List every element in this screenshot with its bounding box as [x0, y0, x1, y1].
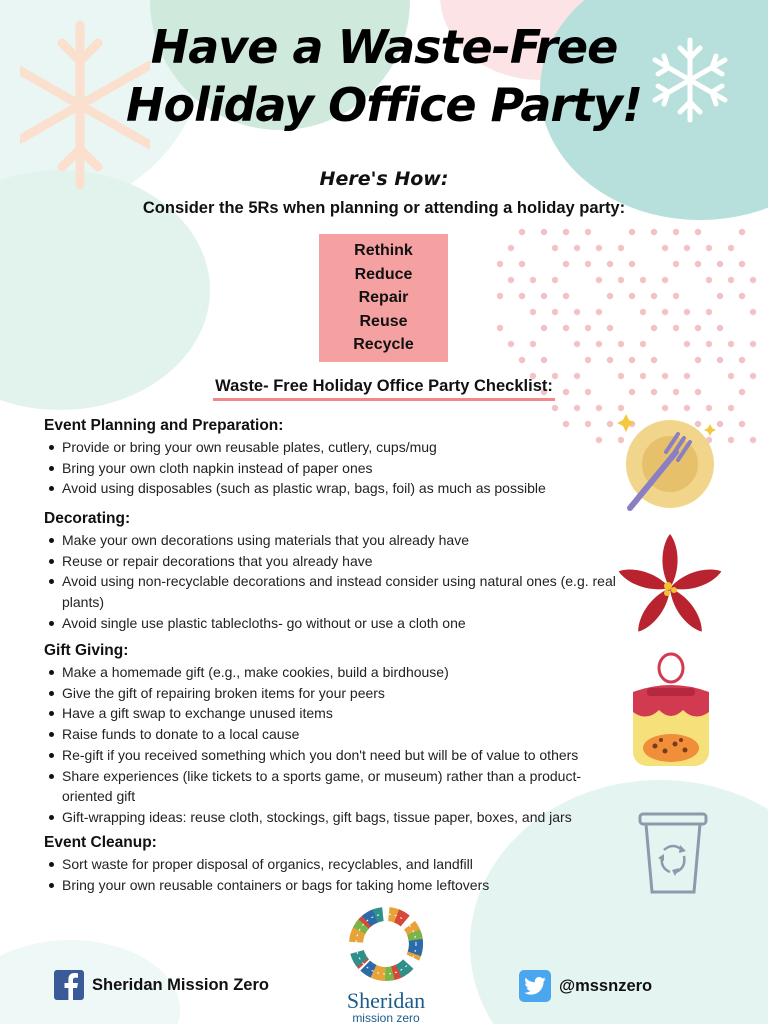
list-item: Avoid using non-recyclable decorations and instead consider using natural ones (e.g. real plants): [44, 571, 619, 612]
section-event-cleanup: [44, 833, 644, 895]
section-title: Decorating:: [44, 510, 131, 527]
subtitle: Here's How:: [319, 168, 449, 190]
intro-text: Consider the 5Rs when planning or attending a holiday party:: [142, 199, 626, 217]
facebook-label: Sheridan Mission Zero: [92, 975, 269, 994]
list-item: Avoid single use plastic tablecloths- go without or use a cloth one: [44, 613, 619, 634]
facebook-icon: [54, 970, 84, 1000]
checklist-title-text: Waste- Free Holiday Office Party Checklist:: [213, 377, 555, 401]
bullet-list: [44, 662, 624, 828]
list-item: Make a homemade gift (e.g., make cookies, build a birdhouse): [44, 662, 624, 683]
list-item: Have a gift swap to exchange unused items: [44, 703, 624, 724]
five-rs-box: [319, 234, 448, 362]
twitter-icon: [519, 970, 551, 1002]
list-item: Reuse or repair decorations that you already have: [44, 551, 619, 572]
list-item: Re-gift if you received something which you don't need but will be of value to others: [44, 745, 624, 766]
facebook-link[interactable]: [54, 970, 269, 1000]
list-item: Make your own decorations using materials that you already have: [44, 530, 619, 551]
plate-fork-icon: [612, 406, 724, 516]
five-rs-item: Reuse: [359, 312, 408, 330]
list-item: Gift-wrapping ideas: reuse cloth, stockings, gift bags, tissue paper, boxes, and jars: [44, 807, 624, 828]
list-item: Raise funds to donate to a local cause: [44, 724, 624, 745]
bullet-list: [44, 530, 619, 634]
page-title: [0, 18, 768, 134]
section-gift-giving: [44, 641, 624, 828]
sheridan-logo: [338, 905, 434, 1025]
section-title: Event Planning and Preparation:: [44, 417, 284, 434]
bullet-list: [44, 437, 644, 499]
bullet-list: [44, 854, 644, 895]
list-item: Provide or bring your own reusable plates, cutlery, cups/mug: [44, 437, 644, 458]
five-rs-item: Recycle: [353, 336, 414, 354]
five-rs-item: Repair: [358, 289, 409, 307]
section-decorating: [44, 509, 619, 634]
section-event-planning: [44, 416, 644, 499]
section-title: Event Cleanup:: [44, 834, 157, 851]
sheridan-wreath-logo: [346, 905, 426, 983]
twitter-label: @mssnzero: [559, 976, 653, 995]
title-line-2: Holiday Office Party!: [125, 78, 643, 132]
jam-jar-icon: [625, 652, 717, 772]
poinsettia-icon: [612, 530, 728, 640]
logo-subtitle: mission zero: [352, 1011, 420, 1025]
section-title: Gift Giving:: [44, 642, 129, 659]
list-item: Bring your own reusable containers or bags for taking home leftovers: [44, 875, 644, 896]
recycle-bin-icon: [636, 804, 712, 900]
title-line-1: Have a Waste-Free: [150, 20, 618, 74]
twitter-link[interactable]: [519, 970, 652, 1002]
five-rs-item: Reduce: [354, 265, 413, 283]
list-item: Share experiences (like tickets to a sports game, or museum) rather than a product-oriented gift: [44, 766, 624, 807]
logo-wordmark: Sheridan: [346, 988, 426, 1013]
five-rs-item: Rethink: [354, 242, 413, 260]
checklist-title: [0, 377, 768, 401]
list-item: Sort waste for proper disposal of organics, recyclables, and landfill: [44, 854, 644, 875]
list-item: Bring your own cloth napkin instead of paper ones: [44, 458, 644, 479]
list-item: Give the gift of repairing broken items for your peers: [44, 683, 624, 704]
list-item: Avoid using disposables (such as plastic wrap, bags, foil) as much as possible: [44, 478, 644, 499]
